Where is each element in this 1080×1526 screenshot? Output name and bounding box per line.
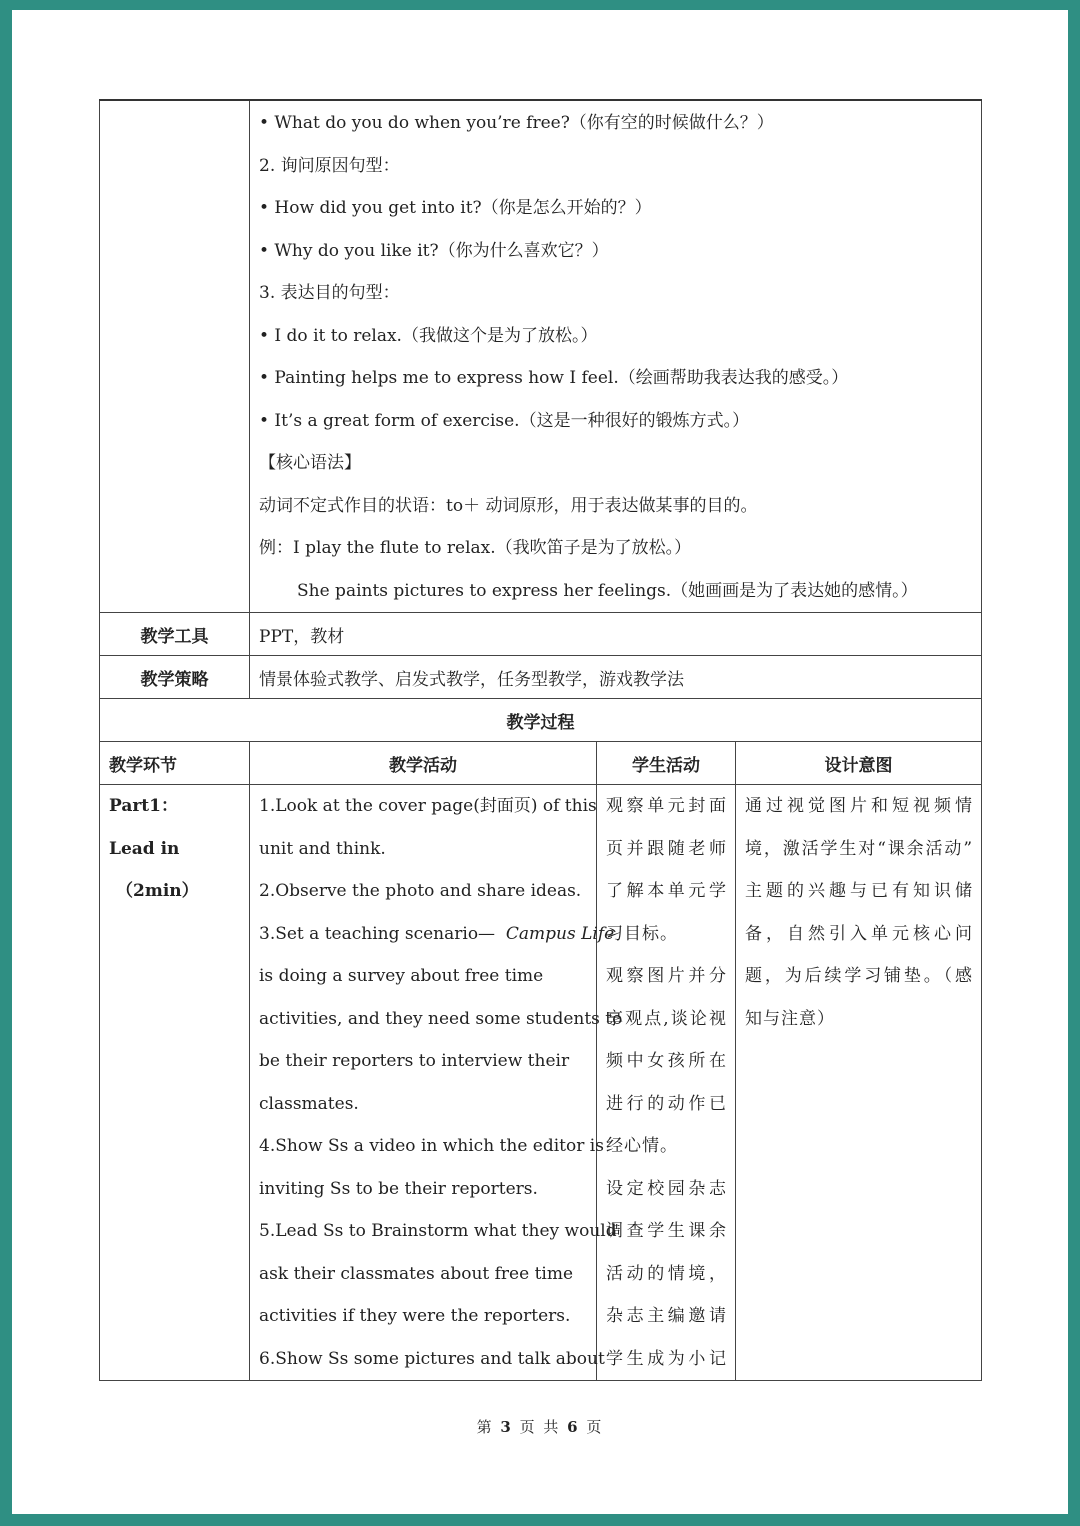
student-line: 进行的动作已 [606, 1093, 727, 1114]
student-line: 享观点,谈论视 [606, 1008, 727, 1029]
student-line: 观察单元封面 [606, 796, 727, 816]
part-title: Part1： [109, 796, 178, 816]
column-header-row [100, 742, 982, 785]
strategy-label: 教学策略 [100, 656, 250, 699]
tools-value: PPT，教材 [250, 613, 982, 656]
part-name: Lead in [109, 838, 180, 859]
part1-row [100, 785, 982, 1381]
scenario-text: 3.Set a teaching scenario— [259, 923, 496, 944]
example-line: She paints pictures to express her feelings.（她画画是为了表达她的感情。） [297, 580, 918, 601]
example-line: 例：I play the flute to relax.（我吹笛子是为了放松。） [259, 538, 692, 558]
activity-line: 1.Look at the cover page(封面页) of this [259, 796, 597, 816]
footer-suffix: 页 [586, 1418, 604, 1436]
student-line: 调查学生课余 [606, 1221, 727, 1241]
activity-cell [250, 785, 623, 1381]
column-header: 设计意图 [736, 742, 982, 785]
lesson-plan-table [99, 99, 982, 1381]
student-line: 学生成为小记 [606, 1348, 727, 1369]
activity-line: 4.Show Ss a video in which the editor is [259, 1136, 604, 1156]
strategy-value: 情景体验式教学、启发式教学，任务型教学，游戏教学法 [250, 656, 982, 699]
student-line: 活动的情境， [606, 1263, 727, 1284]
strategy-row [100, 656, 982, 699]
design-line: 主题的兴趣与已有知识储 [745, 881, 974, 901]
intro-line: • Why do you like it?（你为什么喜欢它？） [259, 240, 609, 261]
activity-line: is doing a survey about free time [259, 966, 544, 986]
document-page [12, 10, 1068, 1514]
empty-label-cell [100, 100, 250, 613]
student-line: 习目标。 [606, 923, 678, 944]
process-title: 教学过程 [100, 699, 982, 742]
intro-line: • What do you do when you’re free?（你有空的时候做什么？） [259, 113, 774, 133]
intro-line: • Painting helps me to express how I feel.（绘画帮助我表达我的感受。） [259, 368, 849, 388]
activity-line [250, 913, 615, 956]
student-line: 观察图片并分 [606, 966, 727, 986]
column-header: 教学活动 [250, 742, 597, 785]
intro-line: • I do it to relax.（我做这个是为了放松。） [259, 325, 598, 346]
process-title-row [100, 699, 982, 742]
intro-line: 2. 询问原因句型： [259, 155, 400, 176]
language-points-cell [250, 100, 982, 613]
activity-line: classmates. [259, 1093, 359, 1114]
activity-line: 5.Lead Ss to Brainstorm what they would [259, 1221, 617, 1241]
part-duration: （2min） [116, 881, 199, 901]
student-line: 了解本单元学 [606, 881, 727, 901]
page-footer [12, 1416, 1068, 1437]
activity-line: be their reporters to interview their [259, 1051, 570, 1071]
student-line: 设定校园杂志 [606, 1178, 727, 1199]
language-points-row [100, 100, 982, 613]
activity-line: activities, and they need some students to [259, 1008, 623, 1029]
activity-line: activities if they were the reporters. [259, 1306, 571, 1326]
activity-line: ask their classmates about free time [259, 1263, 574, 1284]
intro-line: 动词不定式作目的状语：to＋ 动词原形，用于表达做某事的目的。 [259, 495, 758, 516]
student-line: 经心情。 [606, 1136, 678, 1156]
part-cell [100, 785, 250, 1381]
design-line: 通过视觉图片和短视频情 [745, 796, 974, 816]
design-line: 知与注意） [745, 1008, 835, 1029]
design-intent-cell [736, 785, 982, 1381]
activity-line: inviting Ss to be their reporters. [259, 1178, 538, 1199]
column-header: 学生活动 [597, 742, 736, 785]
activity-line: 6.Show Ss some pictures and talk about [259, 1348, 605, 1369]
tools-label: 教学工具 [100, 613, 250, 656]
footer-prefix: 第 [476, 1418, 494, 1436]
activity-line: 2.Observe the photo and share ideas. [259, 881, 582, 901]
footer-mid: 页 共 [519, 1418, 561, 1436]
intro-line: 3. 表达目的句型： [259, 283, 400, 303]
design-line: 境，激活学生对“课余活动” [745, 838, 974, 859]
design-line: 备，自然引入单元核心问 [745, 923, 974, 944]
activity-line: unit and think. [259, 838, 386, 859]
intro-line: • It’s a great form of exercise.（这是一种很好的锻炼方式。） [259, 410, 750, 431]
footer-page-number: 3 [500, 1418, 513, 1436]
campus-life-title: Campus Life [505, 923, 615, 944]
student-line: 页并跟随老师 [606, 838, 727, 859]
intro-line: • How did you get into it?（你是怎么开始的？） [259, 198, 652, 218]
design-line: 题，为后续学习铺垫。（感 [745, 966, 974, 986]
student-line: 频中女孩所在 [606, 1051, 727, 1071]
student-line: 杂志主编邀请 [606, 1306, 727, 1326]
footer-total-pages: 6 [567, 1418, 580, 1436]
tools-row [100, 613, 982, 656]
grammar-heading: 【核心语法】 [259, 453, 361, 473]
student-activity-cell [597, 785, 736, 1381]
column-header: 教学环节 [100, 742, 250, 785]
